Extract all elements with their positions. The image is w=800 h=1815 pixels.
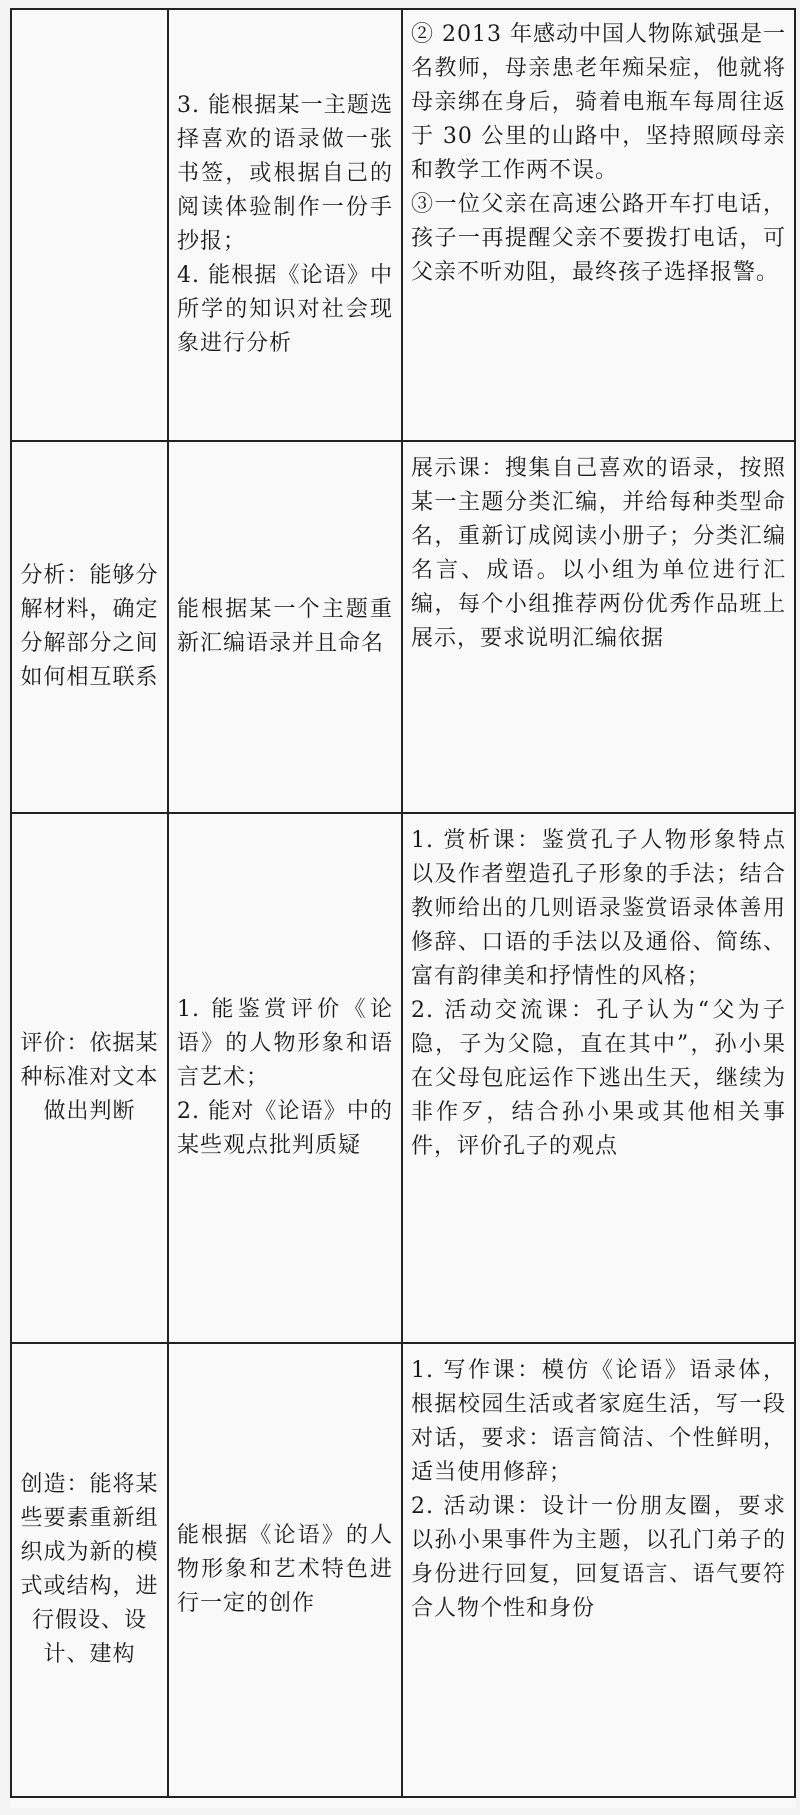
activity-cell (402, 9, 795, 441)
dimension-text: 创造：能将某些要素重新组织成为新的模式或结构，进行假设、设计、建构 (20, 1472, 159, 1667)
objective-text: 能根据某一个主题重新汇编语录并且命名 (177, 597, 393, 656)
dimension-cell (11, 1343, 168, 1797)
activity-cell (402, 441, 795, 813)
objective-text: 3. 能根据某一主题选择喜欢的语录做一张书签，或根据自己的阅读体验制作一份手抄报； 4. 能根据《论语》中所学的知识对社会现象进行分析 (177, 93, 393, 356)
dimension-cell (11, 813, 168, 1343)
objective-cell (168, 813, 402, 1343)
objective-text: 1. 能鉴赏评价《论语》的人物形象和语言艺术； 2. 能对《论语》中的某些观点批判质疑 (177, 997, 393, 1158)
activity-text: 1. 赏析课：鉴赏孔子人物形象特点以及作者塑造孔子形象的手法；结合教师给出的几则语录鉴赏语录体善用修辞、口语的手法以及通俗、简练、富有韵律美和抒情性的风格； 2. 活动交流课：孔子认为“父为子隐，子为父隐，直在其中”，孙小果在父母包庇运作下逃出生天，继续为非作歹，结合孙小果或其他相关事件，评价孔子的观点 (411, 828, 786, 1159)
dimension-cell (11, 441, 168, 813)
dimension-cell (11, 9, 168, 441)
dimension-text: 评价：依据某种标准对文本做出判断 (20, 1031, 159, 1124)
activity-text: 1. 写作课：模仿《论语》语录体，根据校园生活或者家庭生活，写一段对话，要求：语言简洁、个性鲜明，适当使用修辞； 2. 活动课：设计一份朋友圈，要求以孙小果事件为主题，以孔门弟子的身份进行回复，回复语言、语气要符合人物个性和身份 (411, 1358, 786, 1621)
objective-cell (168, 9, 402, 441)
objective-text: 能根据《论语》的人物形象和艺术特色进行一定的创作 (177, 1523, 393, 1616)
objective-cell (168, 441, 402, 813)
activity-cell (402, 1343, 795, 1797)
document-page (10, 8, 796, 1808)
activity-text: 展示课：搜集自己喜欢的语录，按照某一主题分类汇编，并给每种类型命名，重新订成阅读小册子；分类汇编名言、成语。以小组为单位进行汇编，每个小组推荐两份优秀作品班上展示，要求说明汇编依据 (411, 456, 786, 651)
curriculum-table (10, 8, 796, 1798)
table-row (11, 441, 795, 813)
table-row (11, 1343, 795, 1797)
activity-cell (402, 813, 795, 1343)
activity-text: ② 2013 年感动中国人物陈斌强是一名教师，母亲患老年痴呆症，他就将母亲绑在身后，骑着电瓶车每周往返于 30 公里的山路中，坚持照顾母亲和教学工作两不误。 ③一位父亲在高速公路开车打电话，孩子一再提醒父亲不要拨打电话，可父亲不听劝阻，最终孩子选择报警。 (411, 22, 786, 285)
dimension-text: 分析：能够分解材料，确定分解部分之间如何相互联系 (20, 563, 159, 690)
objective-cell (168, 1343, 402, 1797)
table-row (11, 9, 795, 441)
table-row (11, 813, 795, 1343)
